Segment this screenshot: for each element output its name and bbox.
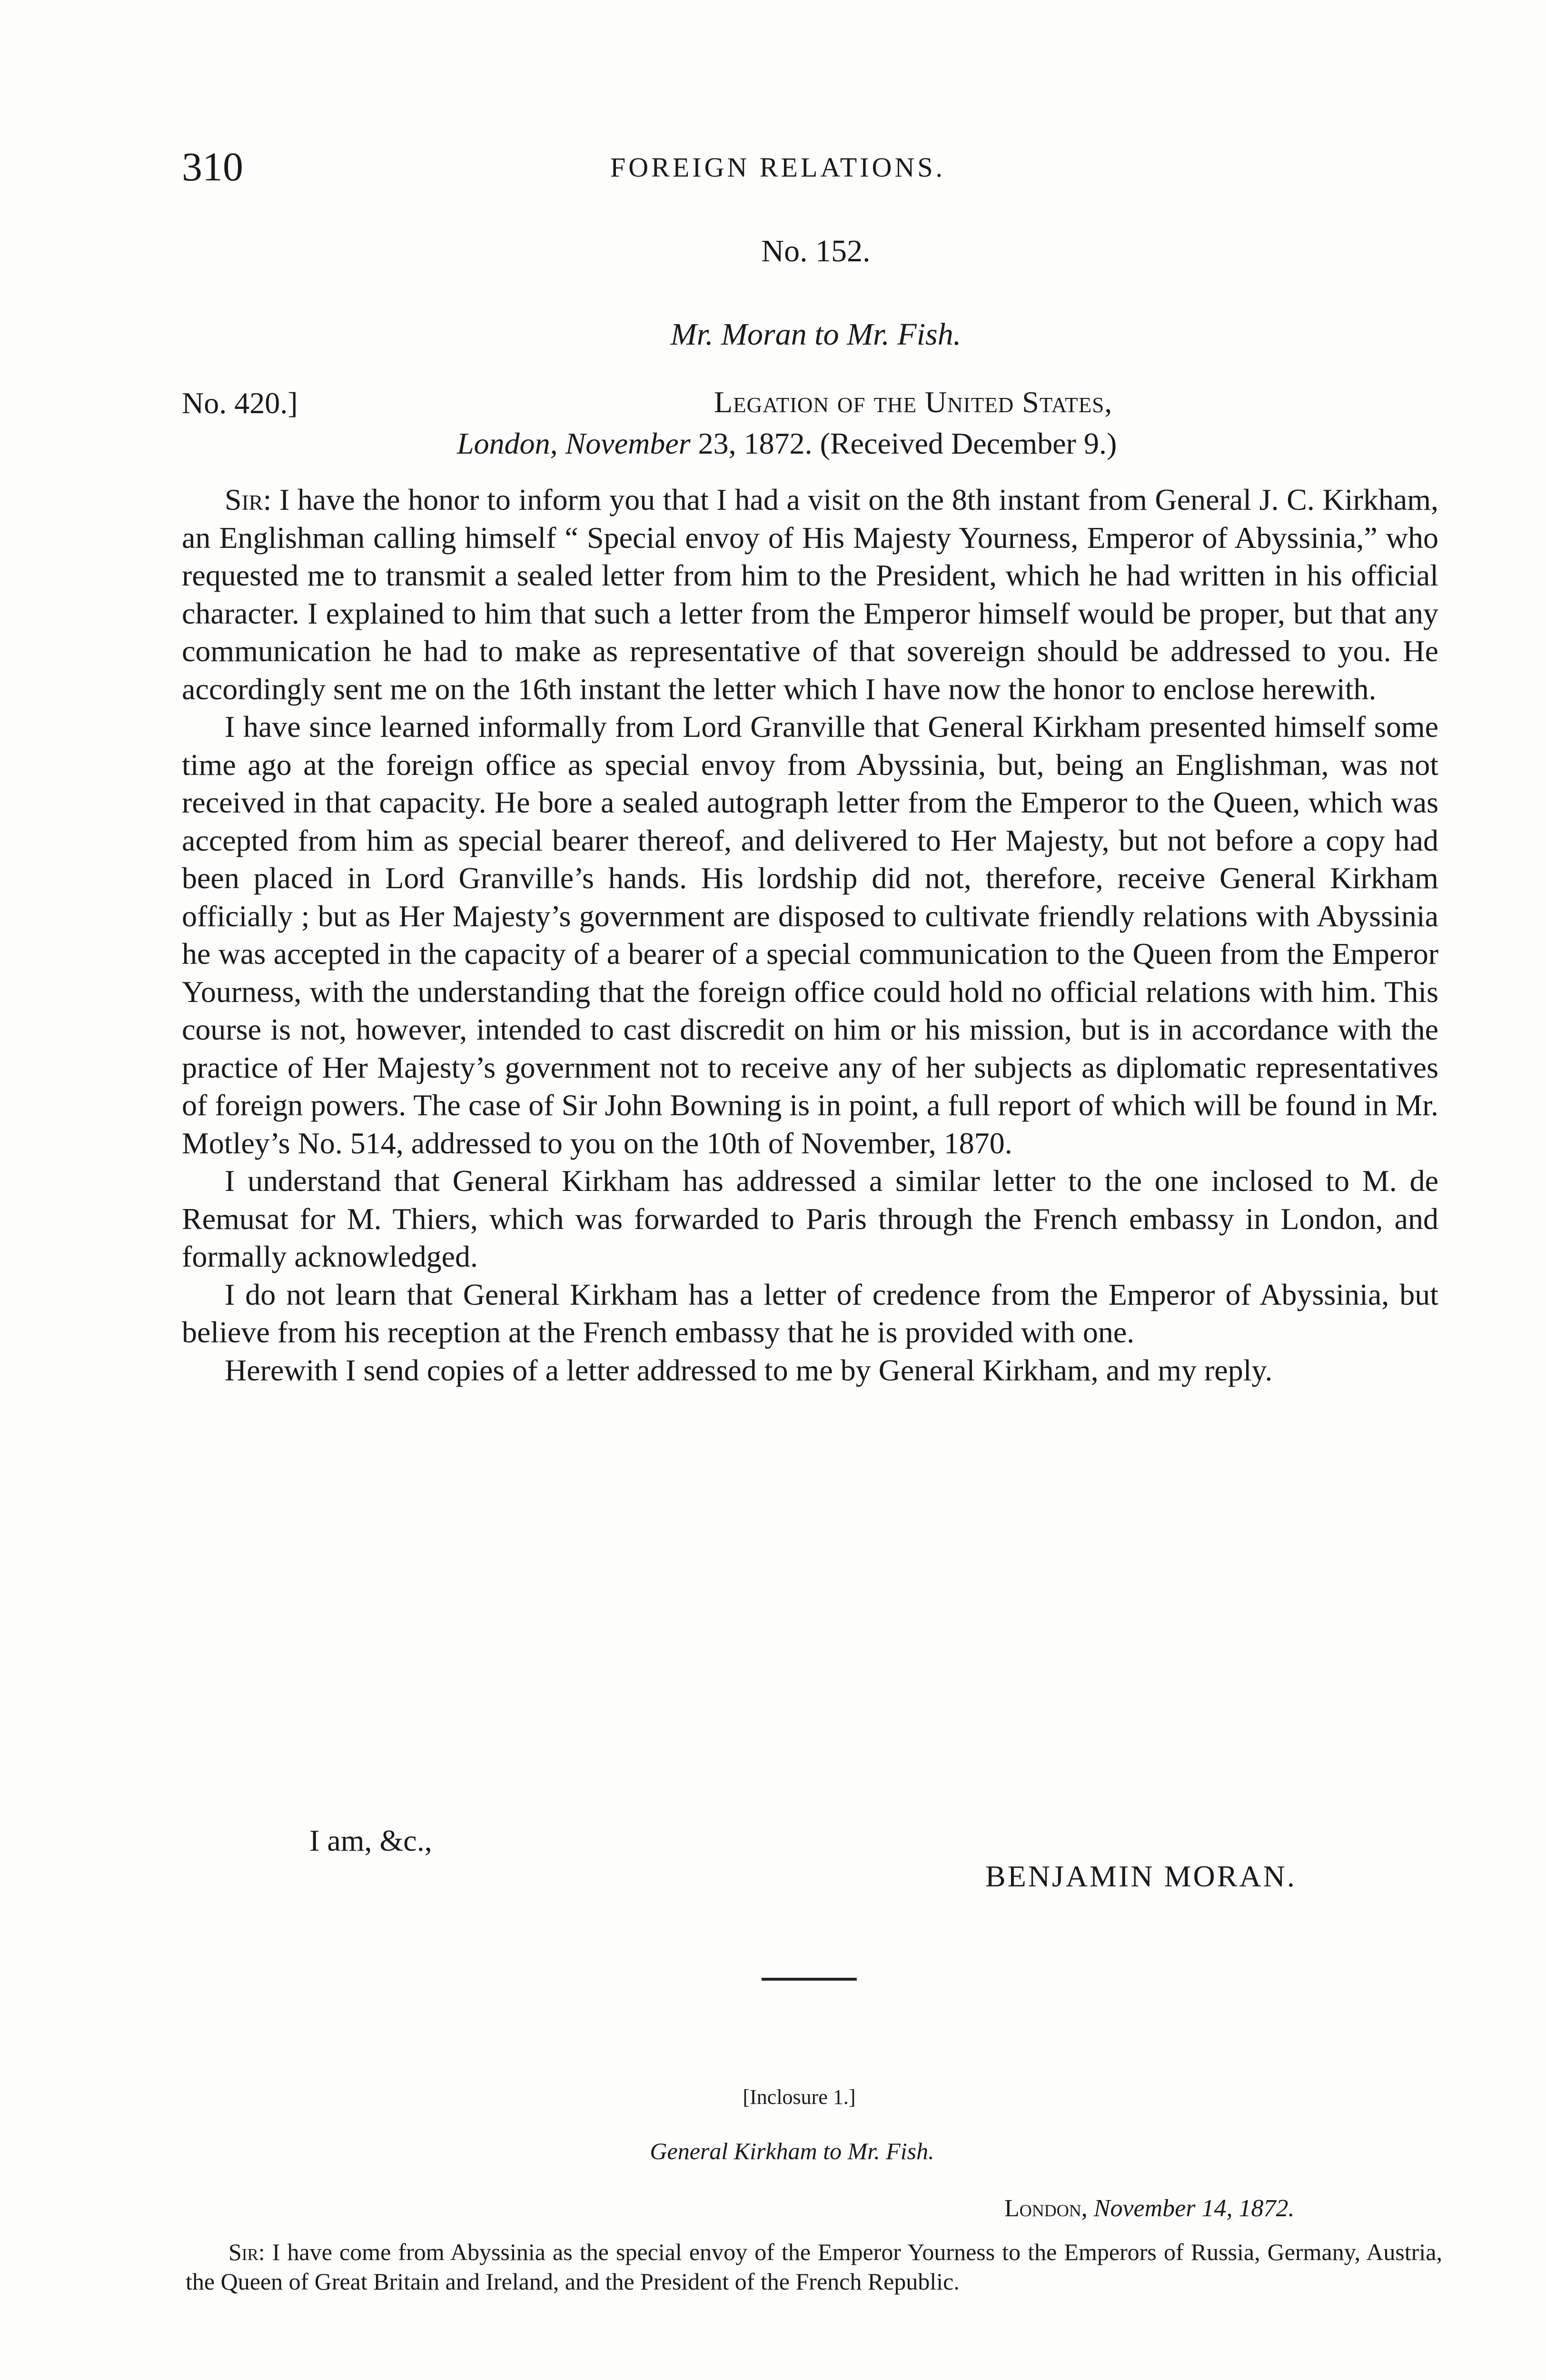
document-title: Mr. Moran to Mr. Fish. — [670, 317, 961, 352]
section-divider — [762, 1978, 857, 1981]
paragraph-text: I have the honor to inform you that I had a visit on the 8th instant from General J. C. Kirkham, an Englishman calling himself “ Special envoy of His Majesty Yourness, Emperor of Abyssinia,” who requested me to transmit a sealed letter from him to the President, which he had written in his official character. I explained to him that such a letter from the Emperor himself would be proper, but that any communication he had to make as representative of that sovereign should be addressed to you. He accordingly sent me on the 16th instant the letter which I have now the honor to enclose herewith. — [182, 483, 1438, 706]
signature: BENJAMIN MORAN. — [985, 1859, 1297, 1893]
letter-body — [182, 481, 1438, 1389]
inclosure-dateline — [1004, 2194, 1294, 2222]
closing: I am, &c., — [309, 1824, 432, 1857]
inclosure-dateline-date: November 14, 1872. — [1087, 2195, 1295, 2222]
paragraph-5: Herewith I send copies of a letter addressed to me by General Kirkham, and my reply. — [225, 1353, 1273, 1387]
inclosure-text: I have come from Abyssinia as the special envoy of the Emperor Yourness to the Emperors of Russia, Germany, Austria, the Queen of Great Britain and Ireland, and the President of the French Republic. — [186, 2239, 1442, 2295]
legation-heading: Legation of the United States, — [714, 385, 1113, 419]
dispatch-number: No. 420.] — [182, 386, 298, 420]
inclosure-paragraph — [186, 2237, 1442, 2296]
inclosure-body — [186, 2237, 1442, 2296]
dateline-received: 23, 1872. (Received December 9.) — [690, 426, 1117, 460]
inclosure-label: [Inclosure 1.] — [743, 2085, 856, 2109]
document-number: No. 152. — [761, 234, 871, 268]
inclosure-dateline-place: London, — [1004, 2195, 1088, 2222]
paragraph-2: I have since learned informally from Lord Granville that General Kirkham presented himself some time ago at the foreign office as special envoy from Abyssinia, but, being an Englishman, was not received in that capacity. He bore a sealed autograph letter from the Emperor to the Queen, which was accepted from him as special bearer thereof, and delivered to Her Majesty, but not before a copy had been placed in Lord Granville’s hands. His lordship did not, therefore, receive General Kirkham officially ; but as Her Majesty’s government are disposed to cultivate friendly relations with Abyssinia he was accepted in the capacity of a bearer of a special communication to the Queen from the Emperor Yourness, with the understanding that the foreign office could hold no official relations with him. This course is not, however, intended to cast discredit on him or his mission, but is in accordance with the practice of Her Majesty’s government not to receive any of her subjects as diplomatic representatives of foreign powers. The case of Sir John Bowning is in point, a full report of which will be found in Mr. Motley’s No. 514, addressed to you on the 10th of November, 1870. — [182, 710, 1438, 1160]
dateline — [457, 426, 1117, 461]
running-head: FOREIGN RELATIONS. — [610, 152, 946, 183]
paragraph-1 — [182, 481, 1438, 708]
paragraph-4: I do not learn that General Kirkham has a letter of credence from the Emperor of Abyssinia, but believe from his reception at the French embassy that he is provided with one. — [182, 1277, 1438, 1349]
dateline-place: London, November — [457, 426, 691, 460]
inclosure-title: General Kirkham to Mr. Fish. — [650, 2138, 934, 2164]
paragraph-3: I understand that General Kirkham has addressed a similar letter to the one inclosed to M. de Remusat for M. Thiers, which was forwarded to Paris through the French embassy in London, and formally acknowledged. — [182, 1164, 1438, 1273]
salutation: Sir: — [225, 483, 272, 516]
page-number: 310 — [182, 144, 243, 189]
inclosure-salutation: Sir: — [228, 2239, 265, 2265]
page-header — [182, 143, 1389, 195]
